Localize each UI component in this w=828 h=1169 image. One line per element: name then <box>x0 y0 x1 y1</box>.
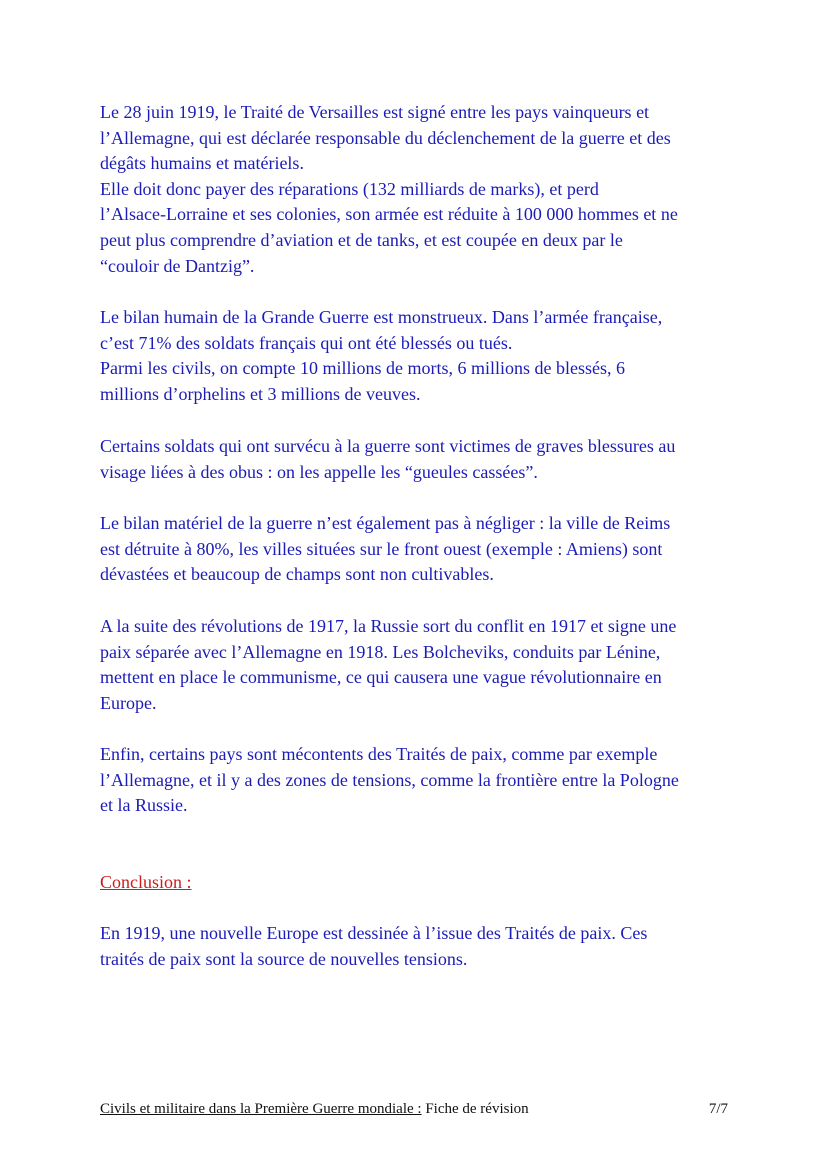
footer-label <box>100 1098 529 1120</box>
paragraph-conclusion <box>100 921 740 972</box>
footer-title: Civils et militaire dans la Première Guerre mondiale : <box>100 1101 422 1117</box>
page-footer <box>100 1098 728 1120</box>
text-line: A la suite des révolutions de 1917, la Russie sort du conflit en 1917 et signe une <box>100 616 677 636</box>
text-line: dévastées et beaucoup de champs sont non cultivables. <box>100 564 494 585</box>
text-line: peut plus comprendre d’aviation et de tanks, et est coupée en deux par le <box>100 229 623 250</box>
text-line: Europe. <box>100 692 157 713</box>
text-line: mettent en place le communisme, ce qui causera une vague révolutionnaire en <box>100 667 662 688</box>
text-line: Le bilan humain de la Grande Guerre est monstrueux. Dans l’armée française, <box>100 307 663 327</box>
text-line: dégâts humains et matériels. <box>100 153 304 174</box>
text-line: En 1919, une nouvelle Europe est dessinée à l’issue des Traités de paix. Ces <box>100 923 648 943</box>
text-line: l’Allemagne, qui est déclarée responsable du déclenchement de la guerre et des <box>100 127 671 148</box>
text-line: Le 28 juin 1919, le Traité de Versailles est signé entre les pays vainqueurs et <box>100 102 650 122</box>
text-line: l’Allemagne, et il y a des zones de tensions, comme la frontière entre la Pologne <box>100 769 679 790</box>
paragraph-russian-revolution <box>100 614 740 716</box>
paragraph-versailles-treaty <box>100 100 740 279</box>
text-line: Parmi les civils, on compte 10 millions de morts, 6 millions de blessés, 6 <box>100 358 625 379</box>
text-line: Le bilan matériel de la guerre n’est également pas à négliger : la ville de Reims <box>100 513 671 533</box>
text-line: paix séparée avec l’Allemagne en 1918. Les Bolcheviks, conduits par Lénine, <box>100 641 661 662</box>
text-line: visage liées à des obus : on les appelle les “gueules cassées”. <box>100 461 538 482</box>
footer-subtitle: Fiche de révision <box>421 1101 529 1117</box>
page-number: 7/7 <box>708 1101 728 1117</box>
text-line: Elle doit donc payer des réparations (132 milliards de marks), et perd <box>100 178 599 199</box>
text-line: c’est 71% des soldats français qui ont été blessés ou tués. <box>100 332 513 353</box>
paragraph-human-toll <box>100 305 740 407</box>
text-line: Enfin, certains pays sont mécontents des Traités de paix, comme par exemple <box>100 744 658 764</box>
text-line: et la Russie. <box>100 795 188 816</box>
text-line: traités de paix sont la source de nouvelles tensions. <box>100 948 468 969</box>
text-line: millions d’orphelins et 3 millions de veuves. <box>100 383 421 404</box>
text-line: Certains soldats qui ont survécu à la guerre sont victimes de graves blessures au <box>100 436 676 456</box>
paragraph-material-toll <box>100 511 740 588</box>
conclusion-heading: Conclusion : <box>100 872 192 892</box>
text-line: “couloir de Dantzig”. <box>100 255 255 276</box>
text-line: l’Alsace-Lorraine et ses colonies, son armée est réduite à 100 000 hommes et ne <box>100 204 678 225</box>
paragraph-tensions <box>100 742 740 819</box>
paragraph-gueules-cassees <box>100 434 740 485</box>
text-line: est détruite à 80%, les villes situées sur le front ouest (exemple : Amiens) sont <box>100 538 663 559</box>
